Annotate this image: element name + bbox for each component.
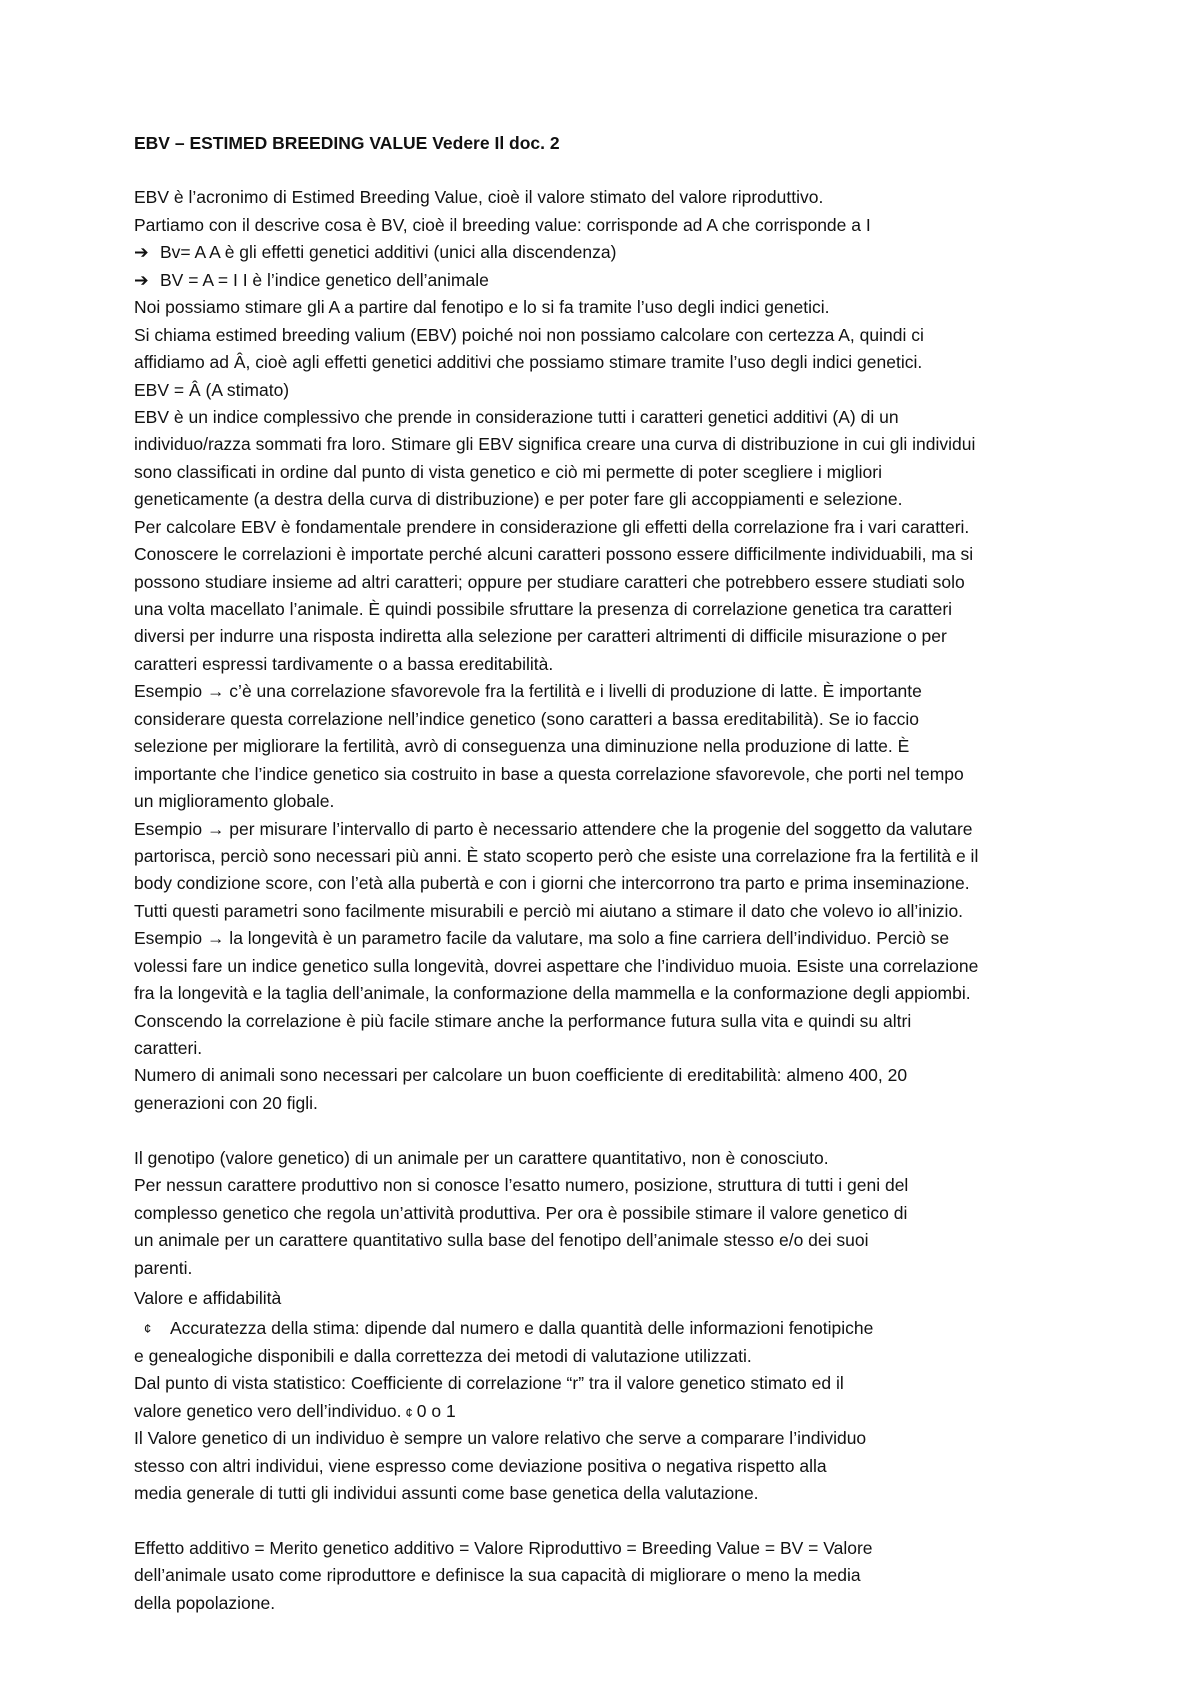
- text-line: della popolazione.: [134, 1592, 276, 1613]
- intro-paragraph: [134, 184, 1124, 239]
- text-line: Esempio → c’è una correlazione sfavorevole fra la fertilità e i livelli di produzione di latte. È importante: [134, 681, 922, 702]
- bullet-icon: ¢: [144, 1321, 152, 1337]
- text-line: un miglioramento globale.: [134, 791, 335, 812]
- accuracy-section: [134, 1315, 1124, 1425]
- text-line: sono classificati in ordine dal punto di vista genetico e ciò mi permette di poter scegliere i migliori: [134, 461, 883, 482]
- text-line: EBV = Â (A stimato): [134, 379, 290, 400]
- bullet-item: [134, 1315, 1124, 1342]
- text-line: importante che l’indice genetico sia costruito in base a questa correlazione sfavorevole, che porti nel tempo: [134, 763, 964, 784]
- text-line: EBV è un indice complessivo che prende in considerazione tutti i caratteri genetici additivi (A) di un: [134, 406, 899, 427]
- bullet-icon: ¢: [405, 1404, 413, 1420]
- text-line: considerare questa correlazione nell’indice genetico (sono caratteri a bassa ereditabilità). Se io faccio: [134, 708, 920, 729]
- text-line: Conoscere le correlazioni è importate perché alcuni caratteri possono essere difficilmente individuabili, ma si: [134, 544, 974, 565]
- text-line: parenti.: [134, 1257, 193, 1278]
- arrow-list: [134, 239, 1124, 294]
- text-line: volessi fare un indice genetico sulla longevità, dovrei aspettare che l’individuo muoia. Esiste una correlazione: [134, 955, 979, 976]
- arrow-list-item: [134, 267, 1124, 294]
- text-line: stesso con altri individui, viene espresso come deviazione positiva o negativa rispetto alla: [134, 1455, 827, 1476]
- text-fragment: valore genetico vero dell’individuo.: [134, 1400, 402, 1421]
- text-line: un animale per un carattere quantitativo sulla base del fenotipo dell’animale stesso e/o dei suoi: [134, 1230, 869, 1251]
- text-line: selezione per migliorare la fertilità, avrò di conseguenza una diminuzione nella produzione di latte. È: [134, 736, 910, 757]
- text-line: generazioni con 20 figli.: [134, 1092, 318, 1113]
- text-line: Partiamo con il descrive cosa è BV, cioè il breeding value: corrisponde ad A che corrisponde a I: [134, 214, 871, 235]
- arrow-list-text: Bv= A A è gli effetti genetici additivi (unici alla discendenza): [160, 242, 617, 263]
- text-line: Effetto additivo = Merito genetico additivo = Valore Riproduttivo = Breeding Value = BV = Valore: [134, 1537, 873, 1558]
- text-line: Conscendo la correlazione è più facile stimare anche la performance futura sulla vita e quindi su altri: [134, 1010, 912, 1031]
- text-line: Noi possiamo stimare gli A a partire dal fenotipo e lo si fa tramite l’uso degli indici genetici.: [134, 297, 830, 318]
- subheading: Valore e affidabilità: [134, 1287, 282, 1308]
- arrow-list-item: [134, 239, 1124, 266]
- text-line: possono studiare insieme ad altri caratteri; oppure per studiare caratteri che potrebbero essere studiati solo: [134, 571, 965, 592]
- text-line: affidiamo ad Â, cioè agli effetti genetici additivi che possiamo stimare tramite l’uso degli indici genetici.: [134, 352, 923, 373]
- text-line: Tutti questi parametri sono facilmente misurabili e perciò mi aiutano a stimare il dato che volevo io all’inizio.: [134, 900, 964, 921]
- paragraph-spacer: [134, 1117, 1124, 1144]
- text-line: [134, 1398, 1124, 1425]
- arrow-right-icon: ➔: [134, 269, 149, 290]
- text-line: diversi per indurre una risposta indiretta alla selezione per caratteri altrimenti di difficile misurazione o per: [134, 626, 947, 647]
- document-body: [134, 130, 1124, 1617]
- text-line: individuo/razza sommati fra loro. Stimare gli EBV significa creare una curva di distribuzione in cui gli individui: [134, 434, 976, 455]
- main-paragraph: [134, 294, 1124, 1117]
- text-line: body condizione score, con l’età alla pubertà e con i giorni che intercorrono tra parto e prima inseminazione.: [134, 873, 970, 894]
- text-line: geneticamente (a destra della curva di distribuzione) e per poter fare gli accoppiamenti e selezione.: [134, 489, 903, 510]
- text-line: media generale di tutti gli individui assunti come base genetica della valutazione.: [134, 1483, 759, 1503]
- text-line: dell’animale usato come riproduttore e definisce la sua capacità di migliorare o meno la media: [134, 1565, 861, 1586]
- text-line: Numero di animali sono necessari per calcolare un buon coefficiente di ereditabilità: almeno 400, 20: [134, 1065, 908, 1086]
- text-line: una volta macellato l’animale. È quindi possibile sfruttare la presenza di correlazione genetica tra caratteri: [134, 599, 953, 619]
- text-line: EBV è l’acronimo di Estimed Breeding Value, cioè il valore stimato del valore riproduttivo.: [134, 187, 824, 208]
- document-title: EBV – ESTIMED BREEDING VALUE Vedere Il doc. 2: [134, 133, 560, 153]
- text-line: Il genotipo (valore genetico) di un animale per un carattere quantitativo, non è conosciuto.: [134, 1147, 829, 1168]
- text-line: caratteri.: [134, 1038, 203, 1058]
- text-line: Il Valore genetico di un individuo è sempre un valore relativo che serve a comparare l’individuo: [134, 1428, 867, 1449]
- text-line: e genealogiche disponibili e dalla correttezza dei metodi di valutazione utilizzati.: [134, 1345, 752, 1366]
- text-line: Per nessun carattere produttivo non si conosce l’esatto numero, posizione, struttura di tutti i geni del: [134, 1175, 909, 1196]
- text-line: Esempio → per misurare l’intervallo di parto è necessario attendere che la progenie del soggetto da valutare: [134, 818, 973, 839]
- text-line: partorisca, perciò sono necessari più anni. È stato scoperto però che esiste una correlazione fra la fertilità e il: [134, 845, 979, 866]
- arrow-list-text: BV = A = I I è l’indice genetico dell’animale: [160, 269, 489, 290]
- text-line: Esempio → la longevità è un parametro facile da valutare, ma solo a fine carriera dell’individuo. Perciò se: [134, 928, 950, 949]
- paragraph-spacer: [134, 1507, 1124, 1534]
- text-line: Per calcolare EBV è fondamentale prendere in considerazione gli effetti della correlazione fra i vari caratteri.: [134, 516, 970, 537]
- text-line: caratteri espressi tardivamente o a bassa ereditabilità.: [134, 653, 554, 674]
- text-line: Dal punto di vista statistico: Coefficiente di correlazione “r” tra il valore genetico stimato ed il: [134, 1373, 844, 1394]
- text-line: Si chiama estimed breeding valium (EBV) poiché noi non possiamo calcolare con certezza A, quindi ci: [134, 324, 924, 345]
- arrow-right-icon: ➔: [134, 242, 149, 263]
- genotype-paragraph: [134, 1145, 1124, 1282]
- text-fragment: 0 o 1: [416, 1400, 456, 1421]
- text-line: complesso genetico che regola un’attività produttiva. Per ora è possibile stimare il valore genetico di: [134, 1202, 908, 1223]
- bullet-text: Accuratezza della stima: dipende dal numero e dalla quantità delle informazioni fenotipiche: [170, 1318, 874, 1339]
- text-line: fra la longevità e la taglia dell’animale, la conformazione della mammella e la conformazione degli appiombi.: [134, 983, 971, 1004]
- relative-value-paragraph: [134, 1425, 1124, 1507]
- additive-effect-paragraph: [134, 1535, 1124, 1617]
